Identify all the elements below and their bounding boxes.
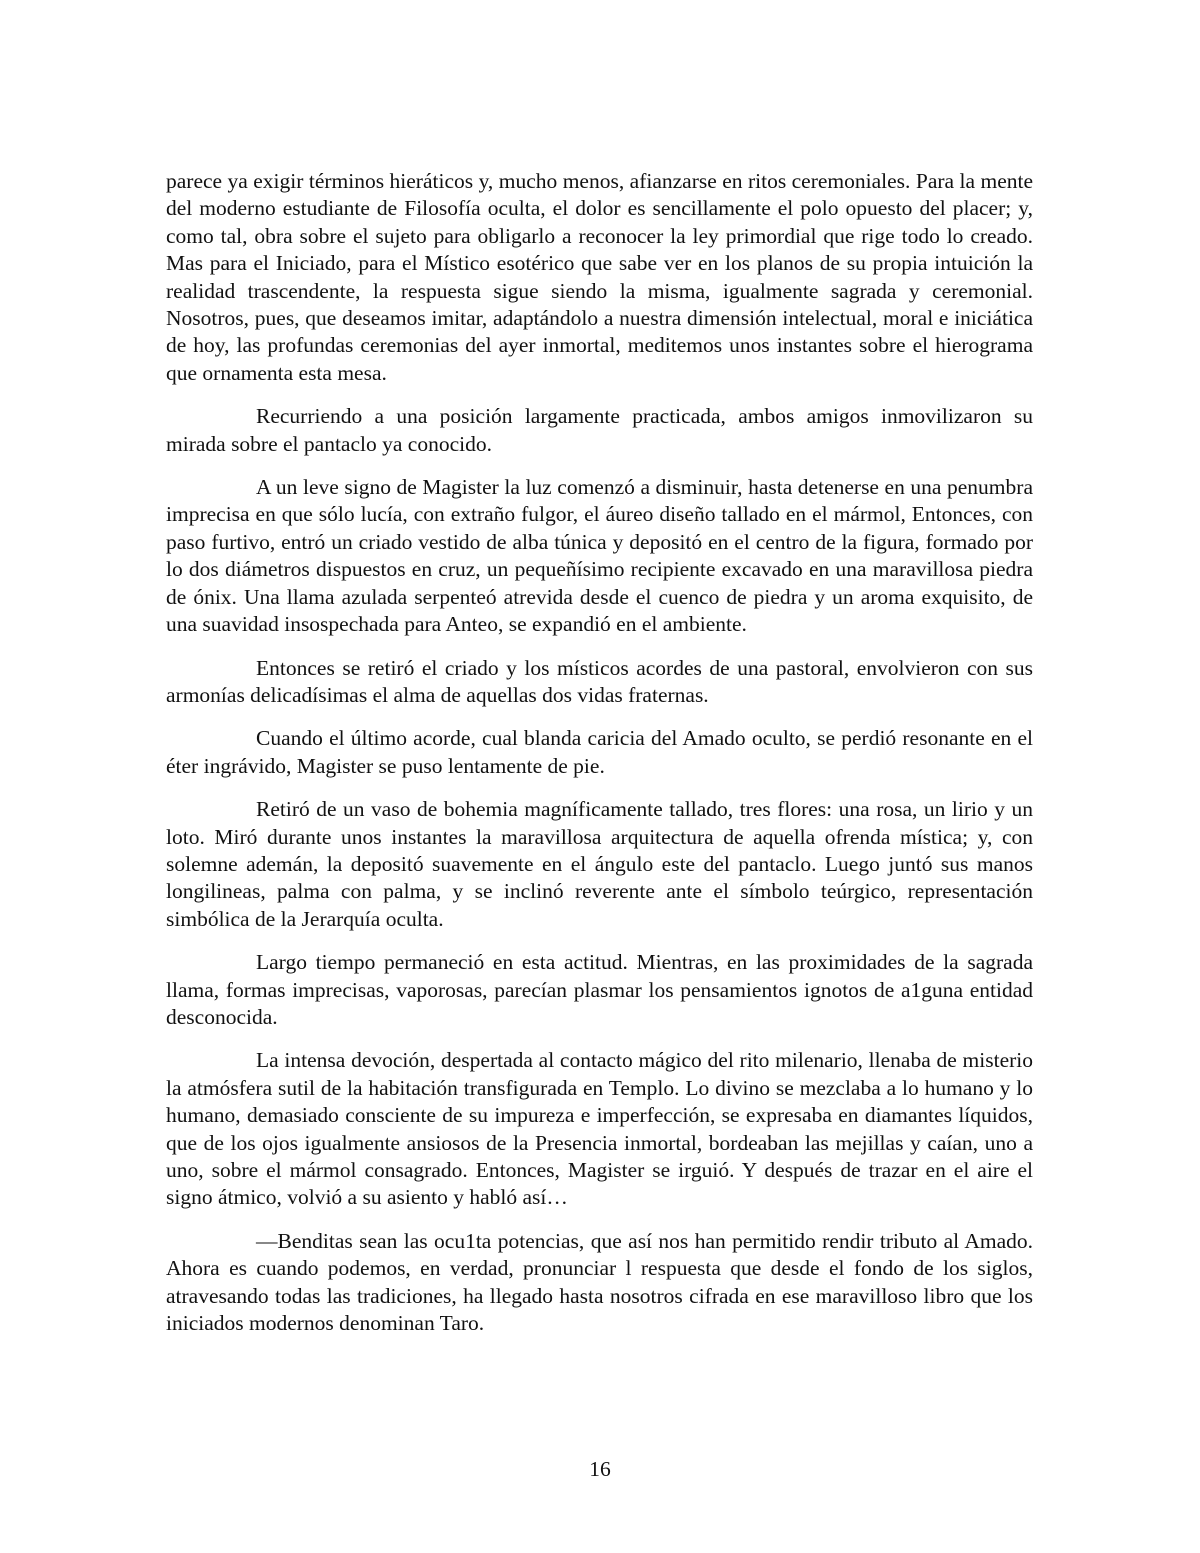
- paragraph-2: Recurriendo a una posición largamente practicada, ambos amigos inmovilizaron su mirada sobre el pantaclo ya conocido.: [166, 404, 1033, 456]
- paragraph-5: Cuando el último acorde, cual blanda caricia del Amado oculto, se perdió resonante en el éter ingrávido, Magister se puso lentamente de pie.: [166, 726, 1033, 778]
- paragraph-3: A un leve signo de Magister la luz comenzó a disminuir, hasta detenerse en una penumbra imprecisa en que sólo lucía, con extraño fulgor, el áureo diseño tallado en el mármol, Entonces, con paso furtivo, entró un criado vestido de alba túnica y depositó en el centro de la figura, formado por lo dos diámetros dispuestos en cruz, un pequeñísimo recipiente excavado en una maravillosa piedra de ónix. Una llama azulada serpenteó atrevida desde el cuenco de piedra y un aroma exquisito, de una suavidad insospechada para Anteo, se expandió en el ambiente.: [166, 475, 1033, 637]
- paragraph-9: —Benditas sean las ocu1ta potencias, que así nos han permitido rendir tributo al Amado. Ahora es cuando podemos, en verdad, pronunciar l respuesta que desde el fondo de los siglos, atravesando todas las tradiciones, ha llegado hasta nosotros cifrada en ese maravilloso libro que los iniciados modernos denominan Taro.: [166, 1228, 1033, 1336]
- paragraph-1: parece ya exigir términos hieráticos y, mucho menos, afianzarse en ritos ceremoniales. Para la mente del moderno estudiante de Filosofía oculta, el dolor es sencillamente el polo opuesto del placer; y, como tal, obra sobre el sujeto para obligarlo a reconocer la ley primordial que rige todo lo creado. Mas para el Iniciado, para el Místico esotérico que sabe ver en los planos de su propia intuición la realidad trascendente, la respuesta sigue siendo la misma, igualmente sagrada y ceremonial. Nosotros, pues, que deseamos imitar, adaptándolo a nuestra dimensión intelectual, moral e iniciática de hoy, las profundas ceremonias del ayer inmortal, meditemos unos instantes sobre el hierograma que ornamenta esta mesa.: [166, 169, 1033, 385]
- paragraph-6: Retiró de un vaso de bohemia magníficamente tallado, tres flores: una rosa, un lirio y un loto. Miró durante unos instantes la maravillosa arquitectura de aquella ofrenda mística; y, con solemne ademán, la depositó suavemente en el ángulo este del pantaclo. Luego juntó sus manos longilineas, palma con palma, y se inclinó reverente ante el símbolo teúrgico, representación simbólica de la Jerarquía oculta.: [166, 797, 1033, 931]
- paragraph-8: La intensa devoción, despertada al contacto mágico del rito milenario, llenaba de misterio la atmósfera sutil de la habitación transfigurada en Templo. Lo divino se mezclaba a lo humano y lo humano, demasiado consciente de su impureza e imperfección, se expresaba en diamantes líquidos, que de los ojos igualmente ansiosos de la Presencia inmortal, bordeaban las mejillas y caían, uno a uno, sobre el mármol consagrado. Entonces, Magister se irguió. Y después de trazar en el aire el signo átmico, volvió a su asiento y habló así…: [166, 1048, 1033, 1210]
- paragraph-7: Largo tiempo permaneció en esta actitud. Mientras, en las proximidades de la sagrada llama, formas imprecisas, vaporosas, parecían plasmar los pensamientos ignotos de a1guna entidad desconocida.: [166, 950, 1033, 1029]
- document-body: [166, 168, 1033, 1353]
- page-number: 16: [589, 1457, 611, 1481]
- paragraph-4: Entonces se retiró el criado y los místicos acordes de una pastoral, envolvieron con sus armonías delicadísimas el alma de aquellas dos vidas fraternas.: [166, 655, 1033, 707]
